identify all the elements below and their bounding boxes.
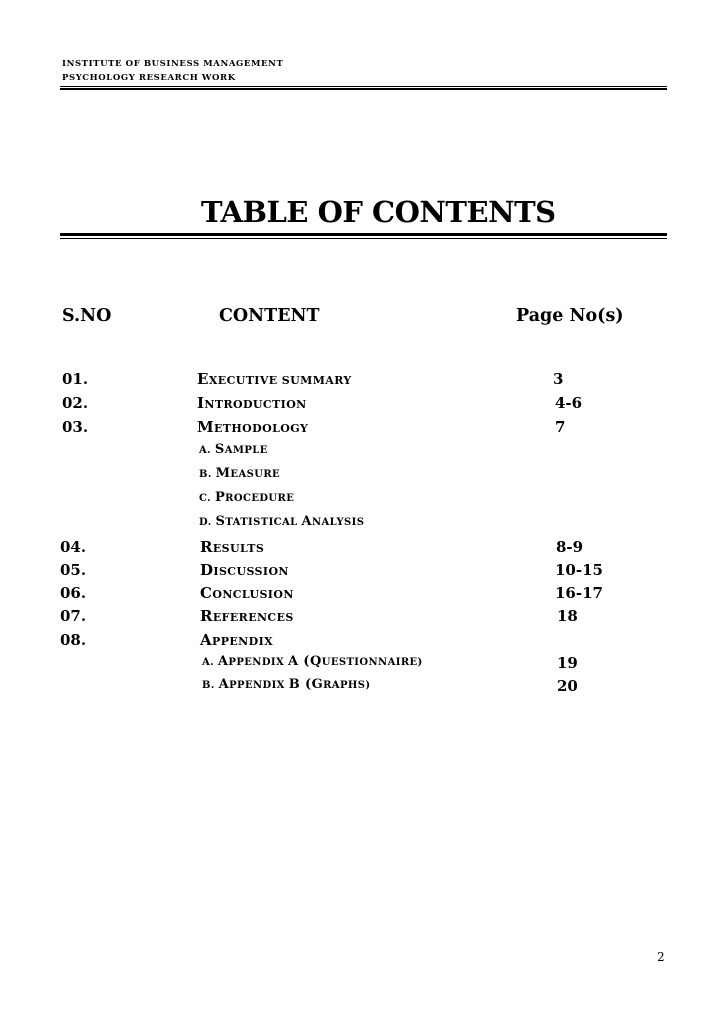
toc-row-title — [200, 584, 294, 602]
toc-row-title — [199, 442, 268, 457]
toc-title-part: R — [200, 607, 213, 625]
toc-row — [0, 584, 728, 607]
toc-row-page: 10-15 — [555, 561, 603, 579]
toc-title-part: A (Q — [288, 654, 322, 669]
toc-title-part: ROCEDURE — [225, 493, 295, 504]
toc-title-part: TATISTICAL — [225, 517, 302, 528]
toc-row — [0, 394, 728, 417]
toc-row — [0, 490, 728, 513]
toc-row — [0, 514, 728, 537]
toc-title-part: S — [214, 442, 225, 457]
toc-row-title — [197, 370, 352, 388]
title-rule-thin — [60, 238, 667, 239]
toc-row — [0, 538, 728, 561]
toc-row — [0, 418, 728, 441]
toc-row-title — [200, 631, 273, 649]
toc-title-part: AMPLE — [224, 445, 268, 456]
toc-title-part: A. — [199, 445, 215, 456]
title-rule — [60, 233, 667, 236]
toc-title-part: B (G — [288, 677, 324, 692]
toc-title-part: EASURE — [230, 469, 281, 480]
toc-row-page: 18 — [557, 607, 578, 625]
toc-title-part: P — [214, 490, 226, 505]
toc-row — [0, 442, 728, 465]
toc-title-part: B. — [199, 469, 216, 480]
page-title: TABLE OF CONTENTS — [201, 195, 556, 229]
toc-row-title — [202, 677, 370, 692]
toc-title-part: PPENDIX — [212, 635, 274, 648]
toc-row — [0, 607, 728, 630]
toc-title-part: PPENDIX — [228, 657, 289, 668]
toc-title-part: UESTIONNAIRE) — [321, 657, 423, 668]
toc-row-title — [197, 418, 308, 436]
toc-title-part: I — [197, 394, 205, 412]
column-header-sno: S.NO — [62, 306, 112, 326]
toc-row — [0, 631, 728, 654]
toc-title-part: R — [200, 538, 213, 556]
toc-row-page: 3 — [553, 370, 564, 388]
toc-row — [0, 466, 728, 489]
toc-title-part: RAPHS) — [323, 680, 371, 691]
toc-row-number: 06. — [60, 584, 87, 602]
toc-title-part: NALYSIS — [311, 517, 365, 528]
toc-row-page: 19 — [557, 654, 578, 672]
toc-title-part: M — [197, 418, 215, 436]
toc-title-part: ESULTS — [212, 542, 265, 555]
toc-title-part: C. — [199, 493, 215, 504]
toc-title-part: A — [217, 654, 229, 669]
header-rule — [60, 86, 667, 87]
toc-row-title — [200, 607, 294, 625]
toc-title-part: M — [215, 466, 231, 481]
toc-row — [0, 677, 728, 700]
toc-title-part: A — [301, 514, 312, 529]
toc-row-number: 04. — [60, 538, 87, 556]
header-institute: INSTITUTE OF BUSINESS MANAGEMENT — [62, 59, 284, 69]
toc-title-part: A — [200, 631, 213, 649]
toc-row-number: 07. — [60, 607, 87, 625]
toc-title-part: D — [200, 561, 214, 579]
toc-row-page: 8-9 — [556, 538, 584, 556]
toc-row-page: 4-6 — [555, 394, 583, 412]
toc-row-title — [199, 490, 294, 505]
toc-title-part: E — [197, 370, 209, 388]
toc-row-title — [202, 654, 423, 669]
toc-row-title — [200, 561, 289, 579]
header-subtitle: PSYCHOLOGY RESEARCH WORK — [62, 73, 236, 83]
toc-row — [0, 654, 728, 677]
toc-row-page: 20 — [557, 677, 578, 695]
toc-row-title — [197, 394, 307, 412]
toc-row-number: 01. — [62, 370, 89, 388]
toc-title-part: XECUTIVE SUMMARY — [208, 374, 352, 387]
toc-title-part: C — [200, 584, 213, 602]
toc-row-title — [200, 538, 264, 556]
toc-row — [0, 561, 728, 584]
toc-row-title — [199, 514, 364, 529]
toc-row-title — [199, 466, 280, 481]
toc-title-part: NTRODUCTION — [204, 398, 307, 411]
toc-title-part: A — [218, 677, 230, 692]
toc-row-page: 7 — [555, 418, 566, 436]
toc-title-part: B. — [202, 680, 219, 691]
toc-title-part: ONCLUSION — [212, 588, 294, 601]
toc-title-part: PPENDIX — [229, 680, 289, 691]
toc-title-part: ETHODOLOGY — [214, 422, 309, 435]
toc-row-number: 05. — [60, 561, 87, 579]
column-header-page: Page No(s) — [516, 306, 624, 326]
toc-row-number: 08. — [60, 631, 87, 649]
header-rule-thick — [60, 88, 667, 90]
toc-row-number: 02. — [62, 394, 89, 412]
toc-title-part: ISCUSSION — [213, 565, 289, 578]
toc-title-part: D. — [199, 517, 216, 528]
toc-row-number: 03. — [62, 418, 89, 436]
page-number: 2 — [657, 950, 665, 964]
toc-row-page: 16-17 — [555, 584, 603, 602]
toc-title-part: S — [215, 514, 226, 529]
column-header-content: CONTENT — [219, 306, 320, 326]
toc-title-part: A. — [202, 657, 218, 668]
toc-row — [0, 370, 728, 393]
toc-title-part: EFERENCES — [212, 611, 294, 624]
